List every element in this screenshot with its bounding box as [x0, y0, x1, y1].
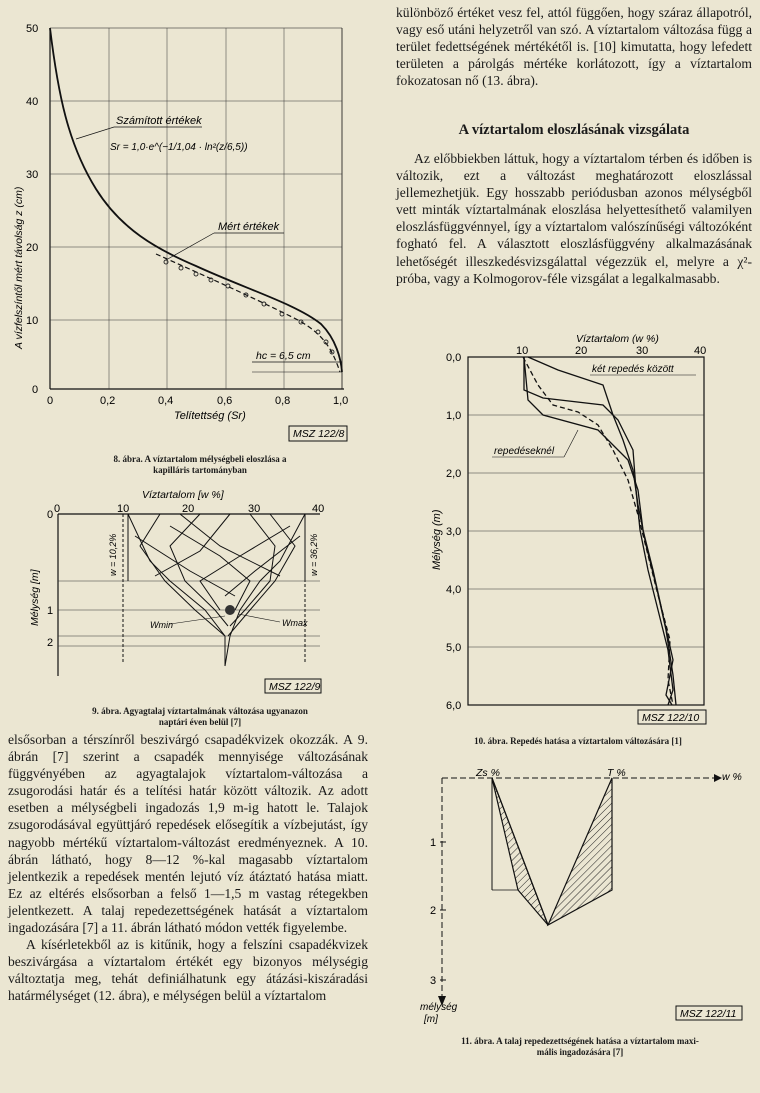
- fig9-ytick: 1: [47, 605, 54, 617]
- fig11-caption-line: mális ingadozására [7]: [536, 1047, 624, 1057]
- fig9-profiles: [128, 514, 305, 666]
- fig10-ytick: 5,0: [446, 642, 462, 654]
- fig8-xtick: 0,8: [275, 395, 291, 407]
- right-section-text: [396, 150, 752, 287]
- figure-8-chart: [6, 4, 386, 466]
- fig8-caption-line: 8. ábra. A víztartalom mélységbeli eloszlása a: [113, 454, 287, 464]
- fig9-w-right: w = 36,2%: [309, 533, 319, 576]
- right-top-text: [396, 4, 752, 89]
- fig9-ylabel: Mélység [m]: [29, 569, 41, 626]
- fig8-measured-points: [164, 260, 334, 354]
- fig8-xtick: 0,4: [158, 395, 174, 407]
- fig8-hc-label: hc = 6,5 cm: [256, 350, 311, 362]
- fig8-ytick: 0: [32, 384, 39, 396]
- fig9-w-left: w = 10,2%: [108, 533, 118, 576]
- fig11-caption: [410, 1036, 750, 1058]
- fig11-right-wedge: [548, 778, 612, 925]
- fig11-ytick: 1: [430, 837, 437, 849]
- fig10-stamp: MSZ 122/10: [642, 712, 700, 724]
- fig8-ytick: 30: [26, 169, 39, 181]
- fig8-xtick: 0: [47, 395, 54, 407]
- fig11-stamp: MSZ 122/11: [680, 1008, 737, 1020]
- fig10-ytick: 6,0: [446, 700, 462, 712]
- fig10-xtick: 40: [694, 345, 707, 357]
- fig9-wmax: Wmax: [282, 618, 308, 628]
- fig9-wmin: Wmin: [150, 620, 173, 630]
- fig9-xlabel: Víztartalom [w %]: [142, 489, 224, 501]
- fig9-xtick: 10: [117, 503, 130, 515]
- fig11-ytick: 2: [430, 905, 437, 917]
- fig9-caption-line: naptári éven belül [7]: [158, 717, 242, 727]
- fig8-ytick: 10: [26, 315, 39, 327]
- fig8-caption-line: kapilláris tartományban: [153, 465, 247, 475]
- fig8-ylabel: A vízfelszíntől mért távolság z (cm): [13, 186, 25, 349]
- fig10-ytick: 1,0: [446, 410, 462, 422]
- fig9-ytick: 0: [47, 509, 54, 521]
- fig10-label-at: repedéseknél: [494, 446, 555, 457]
- fig10-ytick: 3,0: [446, 526, 462, 538]
- paragraph-experiments: A kísérletekből az is kitűnik, hogy a felszíni csapadékvizek beszivárgása a víztartalom értékét egy bizonyos mélységig változtatja meg, tehát definiálhatunk egy átázási-kiszáradási határmélységet (12. ábra), e mélységen belül a víztartalom: [8, 937, 368, 1004]
- fig8-formula: Sr = 1,0·e^(−1/1,04 · ln²(z/6,5)): [110, 142, 248, 153]
- paragraph-distribution: Az előbbiekben láttuk, hogy a víztartalom térben és időben is változik, ezt a változást meghatározott eloszlással jellemezhetjük. Egy hosszabb periódusban azonos mélységből vett minták víztartalmának eloszlása helyettesíthető valamilyen eloszlásfüggvénnyel, így a víztartalom valószínűségi változóként fogható fel. A választott eloszlásfüggvény alkalmazásának lehetőségét illeszkedésvizsgálattal végezzük el, melyre a χ²-próba, vagy a Kolmogorov-féle vizsgálat a legalkalmasabb.: [396, 151, 752, 286]
- fig11-zs-label: Zs %: [476, 767, 500, 779]
- fig10-xtick: 10: [516, 345, 529, 357]
- fig10-ytick: 2,0: [446, 468, 462, 480]
- fig10-xtick: 20: [575, 345, 588, 357]
- fig11-ylabel-unit: [m]: [424, 1014, 438, 1025]
- fig11-ylabel: mélység: [420, 1002, 458, 1013]
- fig11-caption-line: 11. ábra. A talaj repedezettségének hatása a víztartalom maxi-: [461, 1036, 699, 1046]
- fig10-ytick: 4,0: [446, 584, 462, 596]
- fig8-xtick: 1,0: [333, 395, 349, 407]
- fig9-xtick: 30: [248, 503, 261, 515]
- fig10-ylabel: Mélység (m): [431, 509, 443, 570]
- fig8-ytick: 40: [26, 96, 39, 108]
- fig11-t-label: T %: [607, 767, 626, 779]
- fig8-measured-curve: [156, 254, 340, 372]
- fig9-xtick: 20: [182, 503, 195, 515]
- fig11-ytick: 3: [430, 975, 437, 987]
- paragraph-cracks: elsősorban a térszínről beszivárgó csapadékvizek okozzák. A 9. ábrán [7] szerint a csapadék mennyisége változásának függvényében az agyagtalajok víztartalom-változása a zsugorodási határ és a telítési határ között változik. Az adott esetben a mélységbeli ingadozás 1,9 m-ig hatott le. Talajok zsugorodásával együttjáró repedések elősegítik a vízbejutást, így nagyobb mértékű víztartalom-változást eredményeznek. A 10. ábrán látható, hogy 8—12 %-kal magasabb víztartalom jelentkezik a repedések mentén lejutó víz átáztató hatása miatt. Ez az eltérés elsősorban a felső 1—1,5 m vastag rétegekben jelentkezett. A talaj repedezettségének hatását a víztartalom ingadozására [7] a 11. ábrán látható módon vették figyelembe.: [8, 732, 368, 936]
- fig10-label-between: két repedés között: [592, 364, 674, 375]
- fig9-cluster-mark: [225, 605, 235, 615]
- fig9-stamp: MSZ 122/9: [269, 681, 321, 693]
- fig9-caption: [20, 706, 380, 728]
- figure-9-chart: [20, 486, 380, 704]
- fig9-ytick: 2: [47, 637, 54, 649]
- fig8-xtick: 0,6: [217, 395, 233, 407]
- paragraph-continuation: különböző értéket vesz fel, attól függően, hogy száraz állapotról, vagy eső utáni helyzetről van szó. A víztartalom változása függ a terület fedettségének mértékétől is. [10] kimutatta, hogy lefedett területen a párolgás mértéke korlátozott, így a víztartalom fokozatosan nő (13. ábra).: [396, 5, 752, 89]
- figure-10-chart: [428, 330, 728, 742]
- fig9-caption-line: 9. ábra. Agyagtalaj víztartalmának változása ugyanazon: [92, 706, 308, 716]
- fig9-xtick: 0: [54, 503, 61, 515]
- fig10-xtick: 30: [636, 345, 649, 357]
- fig10-caption: 10. ábra. Repedés hatása a víztartalom változására [1]: [474, 736, 682, 746]
- fig8-label-computed: Számított értékek: [116, 115, 202, 127]
- fig8-caption: [20, 454, 380, 476]
- left-bottom-text: [8, 731, 368, 1005]
- fig8-xtick: 0,2: [100, 395, 116, 407]
- fig9-xtick: 40: [312, 503, 325, 515]
- fig11-w-label: w %: [722, 771, 742, 783]
- section-heading: A víztartalom eloszlásának vizsgálata: [458, 122, 690, 138]
- fig8-label-measured: Mért értékek: [218, 221, 280, 233]
- figure-11-chart: [400, 760, 756, 1042]
- fig8-ytick: 50: [26, 23, 39, 35]
- fig8-ytick: 20: [26, 242, 39, 254]
- fig10-ytick: 0,0: [446, 352, 462, 364]
- fig8-stamp: MSZ 122/8: [293, 428, 345, 440]
- fig8-xlabel: Telítettség (Sr): [174, 410, 246, 422]
- fig10-xlabel: Víztartalom (w %): [576, 333, 659, 345]
